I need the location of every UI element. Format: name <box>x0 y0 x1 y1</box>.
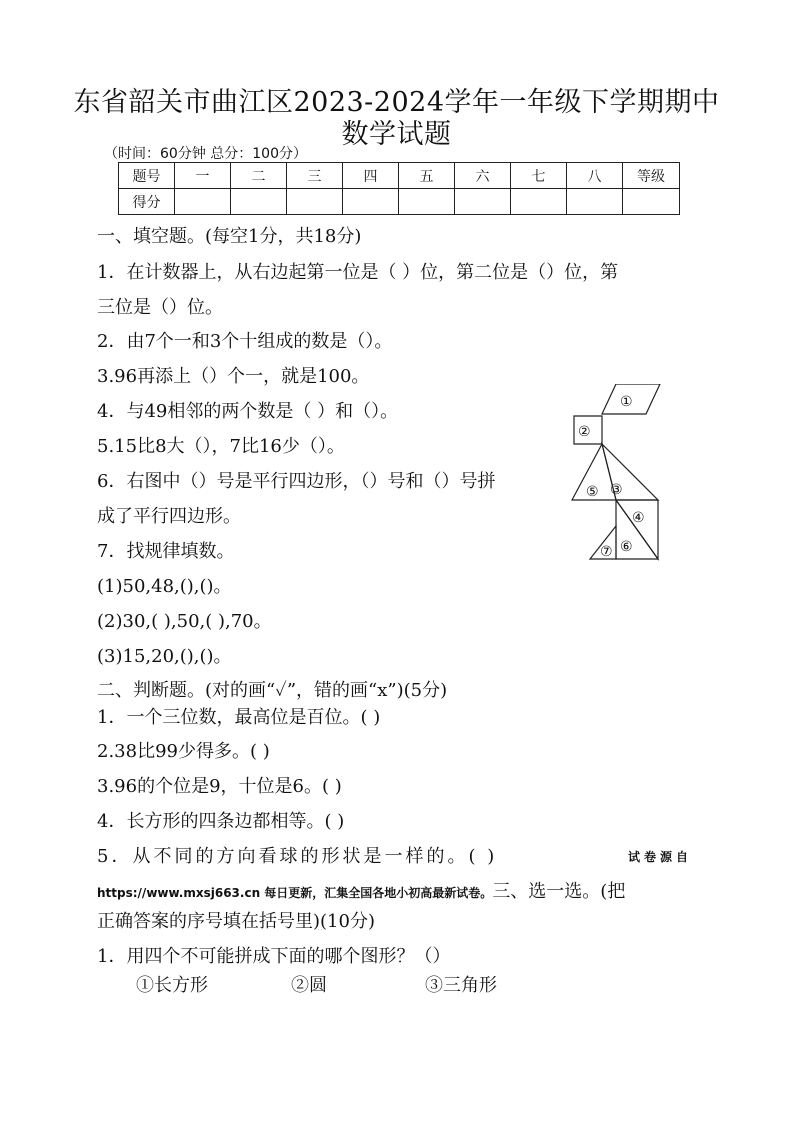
score-table-score-row <box>119 189 680 215</box>
question-7: 7．找规律填数。 <box>97 541 235 562</box>
question-4: 4．与49相邻的两个数是（ ）和（）。 <box>97 401 399 422</box>
question-2: 2．由7个一和3个十组成的数是（）。 <box>97 331 393 352</box>
source-line <box>97 877 625 903</box>
score-table-cell: 得分 <box>119 189 175 215</box>
exam-title-line1: 东省韶关市曲江区2023-2024学年一年级下学期期中 <box>73 87 720 118</box>
tangram-label-7: ⑦ <box>600 544 613 560</box>
tangram-label-4: ④ <box>632 510 645 526</box>
question-7-1: (1)50,48,(),()。 <box>97 576 232 597</box>
score-blank-cell[interactable] <box>343 189 399 215</box>
exam-title-line2: 数学试题 <box>341 119 452 150</box>
tangram-label-6: ⑥ <box>620 539 633 555</box>
tangram-label-5: ⑤ <box>586 484 599 500</box>
judge-question-1: 1．一个三位数，最高位是百位。( ) <box>97 707 381 728</box>
score-table-cell: 四 <box>343 163 399 189</box>
source-note-a: 试卷源自 <box>628 850 693 864</box>
option-rectangle: ①长方形 <box>136 975 208 996</box>
question-7-3: (3)15,20,(),()。 <box>97 646 232 667</box>
source-note-b: https://www.mxsj663.cn 每日更新，汇集全国各地小初高最新试卷。 <box>97 886 493 900</box>
score-blank-cell[interactable] <box>455 189 511 215</box>
score-table <box>118 162 680 215</box>
score-table-cell: 八 <box>567 163 623 189</box>
question-3: 3.96再添上（）个一，就是100。 <box>97 366 370 387</box>
question-1b: 三位是（）位。 <box>97 297 223 318</box>
score-blank-cell[interactable] <box>231 189 287 215</box>
score-table-header-row <box>119 163 680 189</box>
section1-heading: 一、填空题。(每空1分，共18分) <box>97 226 362 247</box>
option-triangle: ③三角形 <box>425 975 497 996</box>
judge-question-2: 2.38比99少得多。( ) <box>97 741 270 762</box>
question-6a: 6．右图中（）号是平行四边形，（）号和（）号拼 <box>97 471 496 492</box>
score-table-cell: 一 <box>175 163 231 189</box>
tangram-label-1: ① <box>620 394 633 410</box>
score-blank-cell[interactable] <box>175 189 231 215</box>
score-blank-cell[interactable] <box>511 189 567 215</box>
score-table-cell: 七 <box>511 163 567 189</box>
section2-heading: 二、判断题。(对的画“✓”，错的画“x”)(5分) <box>97 680 448 701</box>
score-table-cell: 三 <box>287 163 343 189</box>
section3-heading-cont: 正确答案的序号填在括号里)(10分) <box>97 911 375 932</box>
judge-question-3: 3.96的个位是9，十位是6。( ) <box>97 776 342 797</box>
score-table-cell: 题号 <box>119 163 175 189</box>
option-circle: ②圆 <box>291 975 327 996</box>
score-table-cell: 六 <box>455 163 511 189</box>
score-table-cell: 二 <box>231 163 287 189</box>
question-6b: 成了平行四边形。 <box>97 506 241 527</box>
score-blank-cell[interactable] <box>567 189 623 215</box>
tangram-figure <box>566 384 666 564</box>
score-table-cell: 五 <box>399 163 455 189</box>
judge-question-4: 4．长方形的四条边都相等。( ) <box>97 811 345 832</box>
section3-heading-start: 三、选一选。(把 <box>492 881 626 902</box>
question-7-2: (2)30,( ),50,( ),70。 <box>97 611 272 632</box>
score-table-cell: 等级 <box>623 163 680 189</box>
score-blank-cell[interactable] <box>399 189 455 215</box>
score-blank-cell[interactable] <box>623 189 680 215</box>
score-blank-cell[interactable] <box>287 189 343 215</box>
question-1a: 1．在计数器上，从右边起第一位是（ ）位，第二位是（）位，第 <box>97 262 619 283</box>
exam-time-score: （时间：60分钟 总分：100分） <box>104 146 307 162</box>
judge-question-5: 5．从不同的方向看球的形状是一样的。( ) <box>97 846 498 867</box>
tangram-label-3: ③ <box>610 482 623 498</box>
tangram-label-2: ② <box>578 424 591 440</box>
question-5: 5.15比8大（），7比16少（）。 <box>97 436 345 457</box>
choice-question-1: 1．用四个不可能拼成下面的哪个图形？（） <box>97 946 451 967</box>
